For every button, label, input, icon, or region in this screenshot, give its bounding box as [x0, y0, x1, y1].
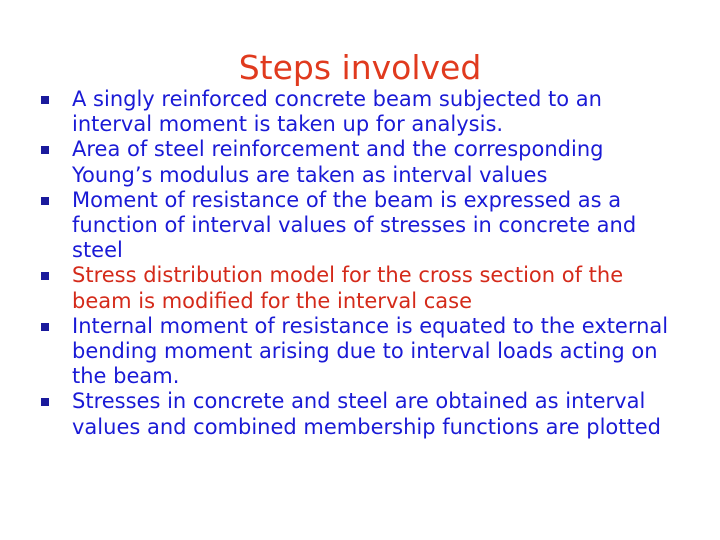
bullet-text: Stresses in concrete and steel are obtained as interval values and combined membership functions are plotted — [72, 389, 661, 439]
bullet-item — [0, 137, 720, 187]
bullet-text: A singly reinforced concrete beam subjected to an interval moment is taken up for analysis. — [72, 87, 602, 137]
square-bullet-icon — [41, 96, 49, 104]
bullet-list — [0, 87, 720, 440]
bullet-item — [0, 314, 720, 390]
slide-title: Steps involved — [238, 48, 482, 88]
bullet-item — [0, 188, 720, 264]
square-bullet-icon — [41, 323, 49, 331]
bullet-text: Moment of resistance of the beam is expressed as a function of interval values of stresses in concrete and steel — [72, 187, 637, 263]
square-bullet-icon — [41, 197, 49, 205]
bullet-item — [0, 389, 720, 439]
bullet-text: Area of steel reinforcement and the corresponding Young’s modulus are taken as interval values — [72, 137, 604, 187]
bullet-item — [0, 87, 720, 137]
square-bullet-icon — [41, 146, 49, 154]
bullet-item — [0, 263, 720, 313]
square-bullet-icon — [41, 272, 49, 280]
bullet-text: Stress distribution model for the cross section of the beam is modified for the interval case — [72, 263, 624, 313]
square-bullet-icon — [41, 398, 49, 406]
bullet-text: Internal moment of resistance is equated to the external bending moment arising due to interval loads acting on the beam. — [72, 313, 669, 389]
